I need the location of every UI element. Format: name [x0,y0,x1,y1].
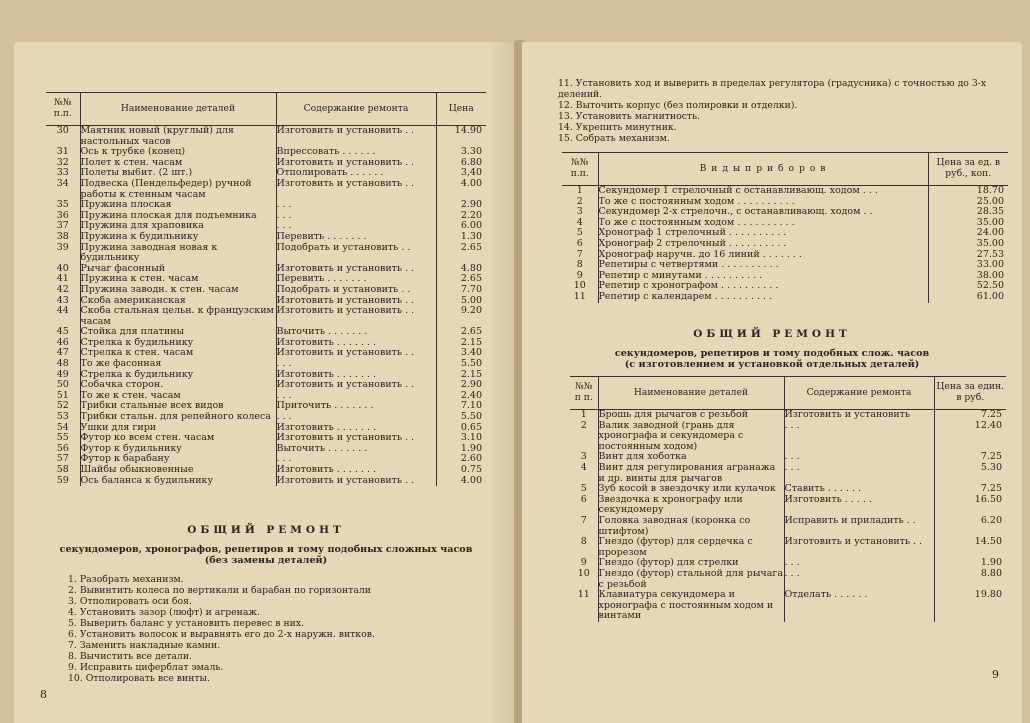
table-row [570,516,1006,537]
row-number: 48 [56,358,69,370]
row-number: 31 [56,146,69,158]
price: 19.80 [934,590,1006,622]
part-name: Стрелка к будильнику [80,338,276,349]
row-number: 45 [56,326,69,338]
instrument-name: Хронограф наручн. до 16 линий . . . . . . . [598,250,928,261]
row-number: 56 [56,442,69,454]
price: 6.20 [934,516,1006,537]
row-number: 55 [56,432,69,444]
part-name: Головка заводная (коронка со штифтом) [598,516,784,537]
repair-content: Изготовить и установить . . [784,537,934,558]
table-row [46,179,486,200]
row-number: 43 [56,294,69,306]
table-row [570,421,1006,453]
step-item: 8. Вычистить все детали. [68,651,192,662]
table-row [46,243,486,264]
part-name: Трибки стальн. для репейного колеса [80,412,276,423]
repair-content: Изготовить и установить . . [276,306,436,327]
repair-content: Выточить . . . . . . . [276,444,436,455]
part-name: Гнездо (футор) стальной для рычага с резьбой [598,567,784,590]
price: 8.80 [934,569,1006,590]
repair-content: Изготовить и установить . . [276,179,436,200]
repair-content: Изготовить и установить . . [276,380,436,391]
repair-content: Изготовить и установить [784,410,934,421]
row-number: 3 [576,206,583,218]
row-number: 3 [580,451,587,463]
repair-content: Подобрать и установить . . [276,285,436,296]
repair-content: . . . [784,452,934,463]
unit-price: 27.53 [928,250,1008,261]
price: 2.20 [436,211,486,222]
price: 3.10 [436,433,486,444]
table-row [46,232,486,243]
unit-price: 35.00 [928,218,1008,229]
part-name: Стойка для платины [80,327,276,338]
step-item: 10. Отполировать все винты. [68,673,210,684]
row-number: 37 [56,220,69,232]
row-number: 54 [56,421,69,433]
row-number: 39 [56,241,69,253]
row-number: 35 [56,199,69,211]
part-name: Скоба американская [80,296,276,307]
row-number: 1 [580,409,587,420]
price: 14.50 [934,537,1006,558]
steps-list-continued [558,78,1006,144]
row-number: 5 [576,227,583,239]
section-subtitle: секундомеров, репетиров и тому подобных слож. часов [614,348,930,359]
repair-content: Изготовить . . . . . . . [276,338,436,349]
left-page [14,42,518,723]
price-table-left [46,92,486,486]
part-name: Подвеска (Пендельфедер) ручной работы к стенным часам [80,179,276,200]
instrument-name: Репетир с календарем . . . . . . . . . . [598,292,928,303]
row-number: 4 [576,216,583,228]
row-number: 36 [56,209,69,221]
col-header-repair: Содержание ремонта [784,377,934,410]
row-number: 6 [580,493,587,505]
unit-price: 38.00 [928,271,1008,282]
step-item: 12. Выточить корпус (без полировки и отделки). [558,100,798,111]
price-table-instruments [562,152,1008,303]
instrument-name: Репетиры с четвертями . . . . . . . . . . [598,260,928,271]
repair-content: Изготовить и установить . . [276,476,436,487]
repair-content: . . . [276,454,436,465]
part-name: Футор ко всем стен. часам [80,433,276,444]
row-number: 7 [576,248,583,260]
section-subtitle-note: (без замены деталей) [204,555,328,566]
repair-content: Приточить . . . . . . . [276,401,436,412]
price: 3,40 [436,168,486,179]
page-number: 9 [992,668,999,681]
row-number: 5 [580,483,587,495]
price: 6.00 [436,221,486,232]
steps-list [68,574,375,684]
price: 7.25 [934,410,1006,421]
repair-content: . . . [784,569,934,590]
part-name: Стрелка к будильнику [80,370,276,381]
row-number: 2 [580,419,587,431]
repair-content: . . . [276,359,436,370]
price: 2.65 [436,274,486,285]
instrument-name: Репетир с хронографом . . . . . . . . . . [598,281,928,292]
step-item: 1. Разобрать механизм. [68,574,184,585]
repair-content: Изготовить и установить . . [276,296,436,307]
table-row [46,306,486,327]
row-number: 51 [56,389,69,401]
row-number: 9 [580,557,587,569]
row-number: 4 [580,461,587,473]
step-item: 5. Выверить баланс у установить перевес в них. [68,618,305,629]
price-table-right [570,376,1006,622]
instrument-name: Секундомер 2-х стрелочн., с останавливающ. ходом . . [598,207,928,218]
part-name: Пружина плоская [80,200,276,211]
repair-content: . . . [784,463,934,484]
repair-content: . . . [276,221,436,232]
instrument-name: То же с постоянным ходом . . . . . . . . . . [598,218,928,229]
repair-content: Отделать . . . . . . [784,590,934,622]
row-number: 30 [56,125,69,136]
table-row [570,590,1006,622]
repair-content: Подобрать и установить . . [276,243,436,264]
price: 4.00 [436,179,486,200]
price: 2.15 [436,370,486,381]
col-header-part-name: Наименование деталей [80,93,276,126]
section-title: ОБЩИЙ РЕМОНТ [693,328,851,340]
unit-price: 35.00 [928,239,1008,250]
price: 3.40 [436,348,486,359]
repair-content: Изготовить . . . . . [784,495,934,516]
table-row [46,285,486,296]
row-number: 34 [56,177,69,189]
row-number: 44 [56,305,69,317]
row-number: 40 [56,262,69,274]
part-name: Винт для хоботка [598,452,784,463]
step-item: 3. Отполировать оси боя. [68,596,192,607]
step-item: 11. Установить ход и выверить в пределах регулятора (градусника) с точностью до 3-х делений. [558,78,987,100]
row-number: 11 [573,290,586,302]
part-name: Пружина заводная новая к будильнику [80,243,276,264]
price: 4.80 [436,264,486,275]
repair-content: Изготовить и установить . . [276,126,436,148]
unit-price: 33.00 [928,260,1008,271]
row-number: 58 [56,464,69,475]
price: 2.65 [436,327,486,338]
step-item: 2. Вывинтить колеса по вертикали и барабан по горизонтали [68,585,371,596]
price: 5.30 [934,463,1006,484]
price: 7.25 [934,484,1006,495]
instrument-name: Хронограф 1 стрелочный . . . . . . . . . . [598,228,928,239]
section-title: ОБЩИЙ РЕМОНТ [187,524,345,536]
unit-price: 28.35 [928,207,1008,218]
repair-content: Изготовить и установить . . [276,264,436,275]
price: 5.00 [436,296,486,307]
col-header-number: №№ п.п. [46,93,80,126]
table-row [570,569,1006,590]
part-name: Гнездо (футор) для сердечка с прорезом [598,537,784,558]
col-header-part-name: Наименование деталей [598,377,784,410]
price: 7.25 [934,452,1006,463]
part-name: Пружина к будильнику [80,232,276,243]
price: 12.40 [934,421,1006,453]
part-name: Полет к стен. часам [80,158,276,169]
part-name: Маятник новый (круглый) для настольных часов [80,126,276,148]
table-header-row [570,377,1006,410]
table-row [562,186,1008,197]
repair-content: Впрессовать . . . . . . [276,147,436,158]
part-name: Футор к будильнику [80,444,276,455]
repair-content: Выточить . . . . . . . [276,327,436,338]
col-header-instrument: В и д ы п р и б о р о в [598,153,928,186]
col-header-price: Цена за един. в руб. [934,377,1006,410]
part-name: Звездочка к хронографу или секундомеру [598,495,784,516]
step-item: 14. Укрепить минутник. [558,122,677,133]
price: 5.50 [436,412,486,423]
row-number: 57 [56,453,69,465]
part-name: Скоба стальная цельн. к французским часам [80,306,276,327]
table-row [570,463,1006,484]
row-number: 9 [576,269,583,281]
fold-shadow [488,42,518,723]
price: 2.90 [436,200,486,211]
price: 1.90 [934,558,1006,569]
row-number: 11 [577,589,590,601]
part-name: Футор к барабану [80,454,276,465]
table-row [570,410,1006,421]
table-row [562,292,1008,303]
repair-content: Исправить и приладить . . [784,516,934,537]
price: 2.40 [436,391,486,402]
part-name: Валик заводной (грань для хронографа и секундомера с постоянным ходом) [598,421,784,453]
part-name: То же к стен. часам [80,391,276,402]
repair-content: Изготовить и установить . . [276,433,436,444]
col-header-number: №№ п п. [570,377,598,410]
step-item: 4. Установить зазор (люфт) и агренаж. [68,607,260,618]
price: 2.65 [436,243,486,264]
repair-content: . . . [276,211,436,222]
price: 5.50 [436,359,486,370]
row-number: 7 [580,514,587,526]
repair-content: Перевить . . . . . . . [276,232,436,243]
row-number: 10 [577,567,590,579]
unit-price: 18.70 [928,186,1008,197]
row-number: 47 [56,347,69,359]
repair-content: . . . [784,558,934,569]
price: 0.75 [436,465,486,476]
section-subtitle: секундомеров, хронографов, репетиров и тому подобных сложных часов [59,544,473,555]
col-header-repair: Содержание ремонта [276,93,436,126]
price: 6.80 [436,158,486,169]
part-name: То же фасонная [80,359,276,370]
row-number: 53 [56,411,69,423]
part-name: Полеты вы6ит. (2 шт.) [80,168,276,179]
row-number: 10 [573,280,586,292]
table-row [46,465,486,476]
repair-content: . . . [276,391,436,402]
row-number: 6 [576,237,583,249]
col-header-price: Цена [436,93,486,126]
part-name: Рычаг фасонный [80,264,276,275]
repair-content: Изготовить . . . . . . . [276,423,436,434]
row-number: 59 [56,474,69,486]
price: 2.90 [436,380,486,391]
part-name: Клавиатура секундомера и хронографа с постоянным ходом и винтами [598,590,784,622]
repair-content: . . . [276,200,436,211]
part-name: Винт для регулирования агранажа и др. винты для рычагов [598,463,784,484]
right-page [522,42,1022,723]
part-name: Гнездо (футор) для стрелки [598,558,784,569]
col-header-number: №№ п.п. [562,153,598,186]
repair-content: . . . [784,421,934,453]
step-item: 6. Установить волосок и выравнять его до 2-х наружн. витков. [68,629,375,640]
row-number: 8 [576,259,583,271]
unit-price: 61.00 [928,292,1008,303]
row-number: 32 [56,156,69,168]
part-name: Пружина заводн. к стен. часам [80,285,276,296]
instrument-name: Репетир с минутами . . . . . . . . . . [598,271,928,282]
part-name: Пружина для храповика [80,221,276,232]
col-header-unit-price: Цена за ед. в руб., коп. [928,153,1008,186]
table-row [46,126,486,148]
row-number: 52 [56,400,69,412]
step-item: 7. Заменить накладные камни. [68,640,221,651]
repair-content: Изготовить . . . . . . . [276,465,436,476]
price: 16.50 [934,495,1006,516]
repair-content: Изготовить и установить . . [276,348,436,359]
price: 7.10 [436,401,486,412]
part-name: Шайбы обыкновенные [80,465,276,476]
row-number: 33 [56,167,69,179]
table-row [570,495,1006,516]
price: 1.30 [436,232,486,243]
step-item: 15. Собрать механизм. [558,133,670,144]
price: 0.65 [436,423,486,434]
row-number: 42 [56,283,69,295]
step-item: 13. Установить магнитность. [558,111,701,122]
table-row [562,239,1008,250]
price: 2.15 [436,338,486,349]
row-number: 38 [56,230,69,242]
price: 9.20 [436,306,486,327]
unit-price: 25.00 [928,197,1008,208]
part-name: Ось к трубке (конец) [80,147,276,158]
repair-content: Отполировать . . . . . . [276,168,436,179]
instrument-name: Секундомер 1 стрелочный с останавливающ. ходом . . . [598,186,928,197]
repair-content: Изготовить и установить . . [276,158,436,169]
part-name: Пружина к стен. часам [80,274,276,285]
part-name: Ушки для гири [80,423,276,434]
table-row [570,537,1006,558]
repair-content: Перевить . . . . . . . [276,274,436,285]
row-number: 1 [576,185,583,196]
row-number: 49 [56,368,69,380]
step-item: 9. Исправить циферблат эмаль. [68,662,224,673]
row-number: 8 [580,536,587,548]
instrument-name: Хронограф 2 стрелочный . . . . . . . . . . [598,239,928,250]
part-name: Брошь для рычагов с резьбой [598,410,784,421]
price: 2.60 [436,454,486,465]
price: 14.90 [436,126,486,148]
table-row [46,476,486,487]
repair-content: Ставить . . . . . . [784,484,934,495]
part-name: Зуб косой в звездочку или кулачок [598,484,784,495]
part-name: Трибки стальные всех видов [80,401,276,412]
table-header-row [46,93,486,126]
part-name: Собачка сторон. [80,380,276,391]
repair-content: Изготовить . . . . . . . [276,370,436,381]
row-number: 46 [56,336,69,348]
page-number: 8 [40,688,47,701]
part-name: Ось баланса к будильнику [80,476,276,487]
price: 3.30 [436,147,486,158]
part-name: Стрелка к стен. часам [80,348,276,359]
unit-price: 52.50 [928,281,1008,292]
table-header-row [562,153,1008,186]
price: 1.90 [436,444,486,455]
unit-price: 24.00 [928,228,1008,239]
part-name: Пружина плоская для подъемника [80,211,276,222]
instrument-name: То же с постоянным ходом . . . . . . . . . . [598,197,928,208]
row-number: 41 [56,273,69,285]
row-number: 2 [576,195,583,207]
section-subtitle-note: (с изготовлением и установкой отдельных деталей) [624,359,920,370]
row-number: 50 [56,379,69,391]
repair-content: . . . [276,412,436,423]
price: 7.70 [436,285,486,296]
price: 4.00 [436,476,486,487]
